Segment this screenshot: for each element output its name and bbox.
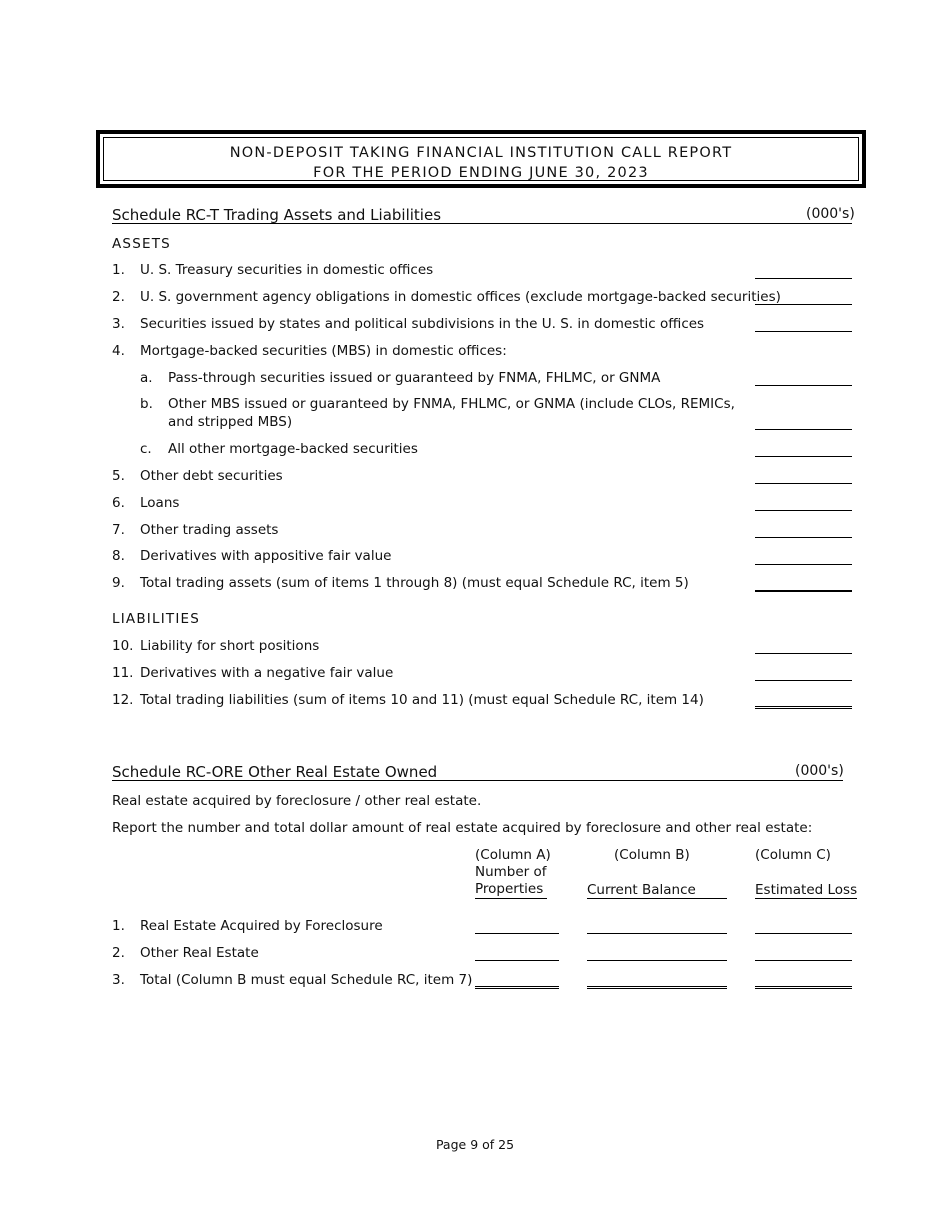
item-label: Total trading assets (sum of items 1 through 8) (must equal Schedule RC, item 5)	[140, 575, 689, 591]
total-loss-field[interactable]	[755, 986, 852, 989]
column-c-sub2: Estimated Loss	[755, 882, 858, 898]
report-period: FOR THE PERIOD ENDING JUNE 30, 2023	[313, 165, 649, 181]
amount-field[interactable]	[755, 680, 852, 681]
item-number: 1.	[112, 262, 125, 278]
total-balance-field[interactable]	[587, 986, 727, 989]
item-label: Other debt securities	[140, 468, 283, 484]
item-label: Loans	[140, 495, 180, 511]
rct-title-rule	[112, 223, 852, 224]
assets-heading: ASSETS	[112, 236, 171, 252]
item-label: All other mortgage-backed securities	[168, 441, 418, 457]
amount-field[interactable]	[755, 278, 852, 279]
item-label: Mortgage-backed securities (MBS) in domestic offices:	[140, 343, 507, 359]
amount-field[interactable]	[755, 429, 852, 430]
current-balance-field[interactable]	[587, 933, 727, 934]
amount-field[interactable]	[755, 483, 852, 484]
subitem-letter: c.	[140, 441, 152, 457]
item-label: Securities issued by states and political subdivisions in the U. S. in domestic offices	[140, 316, 705, 332]
item-number: 2.	[112, 289, 125, 305]
total-amount-field[interactable]	[755, 590, 852, 592]
subitem-letter: a.	[140, 370, 153, 386]
item-number: 7.	[112, 522, 125, 538]
item-label: Derivatives with appositive fair value	[140, 548, 392, 564]
item-label: U. S. government agency obligations in domestic offices (exclude mortgage-backed securities)	[140, 289, 781, 305]
item-number: 6.	[112, 495, 125, 511]
estimated-loss-field[interactable]	[755, 933, 852, 934]
report-header-inner	[103, 137, 859, 181]
report-title: NON-DEPOSIT TAKING FINANCIAL INSTITUTION CALL REPORT	[229, 145, 733, 161]
column-b-label: (Column B)	[614, 847, 690, 863]
rcore-intro: Real estate acquired by foreclosure / other real estate.	[112, 793, 482, 809]
properties-count-field[interactable]	[475, 933, 559, 934]
item-number: 9.	[112, 575, 125, 591]
rcore-title: Schedule RC-ORE Other Real Estate Owned	[112, 763, 438, 781]
rcore-instruction: Report the number and total dollar amount of real estate acquired by foreclosure and other real estate:	[112, 820, 813, 836]
item-number: 12.	[112, 692, 134, 708]
item-number: 3.	[112, 972, 125, 988]
amount-field[interactable]	[755, 537, 852, 538]
item-label: Liability for short positions	[140, 638, 320, 654]
item-label: Other Real Estate	[140, 945, 259, 961]
amount-field[interactable]	[755, 385, 852, 386]
item-number: 3.	[112, 316, 125, 332]
item-label: Total (Column B must equal Schedule RC, item 7)	[140, 972, 473, 988]
item-label: Derivatives with a negative fair value	[140, 665, 394, 681]
amount-field[interactable]	[755, 653, 852, 654]
estimated-loss-field[interactable]	[755, 960, 852, 961]
item-number: 8.	[112, 548, 125, 564]
item-label: Real Estate Acquired by Foreclosure	[140, 918, 383, 934]
current-balance-field[interactable]	[587, 960, 727, 961]
page-number: Page 9 of 25	[435, 1137, 515, 1152]
column-b-sub2: Current Balance	[587, 882, 727, 899]
item-number: 5.	[112, 468, 125, 484]
total-amount-field[interactable]	[755, 706, 852, 709]
report-header-box	[96, 130, 866, 188]
column-c-label: (Column C)	[755, 847, 831, 863]
item-number: 2.	[112, 945, 125, 961]
liabilities-heading: LIABILITIES	[112, 611, 201, 627]
amount-field[interactable]	[755, 456, 852, 457]
column-a-sub2: Properties	[475, 881, 547, 899]
rct-title: Schedule RC-T Trading Assets and Liabilities	[112, 206, 442, 224]
column-a-sub1: Number of	[475, 864, 547, 880]
item-number: 4.	[112, 343, 125, 359]
item-label: Other trading assets	[140, 522, 279, 538]
item-label-continued: and stripped MBS)	[168, 414, 293, 430]
amount-field[interactable]	[755, 304, 852, 305]
column-a-label: (Column A)	[475, 847, 551, 863]
properties-count-field[interactable]	[475, 960, 559, 961]
amount-field[interactable]	[755, 564, 852, 565]
amount-field[interactable]	[755, 331, 852, 332]
item-number: 1.	[112, 918, 125, 934]
item-label: Total trading liabilities (sum of items 10 and 11) (must equal Schedule RC, item 14)	[140, 692, 704, 708]
total-properties-field[interactable]	[475, 986, 559, 989]
rcore-units: (000's)	[795, 763, 844, 779]
amount-field[interactable]	[755, 510, 852, 511]
item-label: Pass-through securities issued or guaranteed by FNMA, FHLMC, or GNMA	[168, 370, 661, 386]
subitem-letter: b.	[140, 396, 153, 412]
rcore-title-rule	[112, 780, 843, 781]
item-number: 10.	[112, 638, 134, 654]
rct-units: (000's)	[806, 206, 855, 222]
item-number: 11.	[112, 665, 134, 681]
item-label: U. S. Treasury securities in domestic offices	[140, 262, 434, 278]
item-label: Other MBS issued or guaranteed by FNMA, FHLMC, or GNMA (include CLOs, REMICs,	[168, 396, 735, 412]
column-a-header	[475, 847, 551, 899]
